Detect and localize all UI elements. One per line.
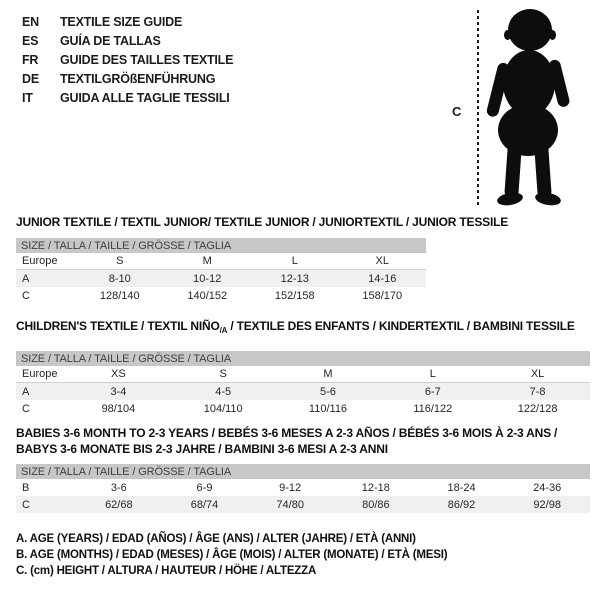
table-cell: 80/86: [362, 498, 390, 511]
table-cell: 9-12: [279, 481, 302, 494]
table-row-months: [16, 479, 590, 496]
row-label: C: [22, 402, 30, 415]
table-cell: 12-18: [361, 481, 390, 494]
row-label: C: [22, 289, 30, 302]
size-header-band: SIZE / TALLA / TAILLE / GRÖSSE / TAGLIA: [16, 351, 590, 366]
table-cell: 14-16: [368, 272, 397, 285]
table-cell: 18-24: [447, 481, 476, 494]
table-cell: 12-13: [280, 272, 309, 285]
language-row-en: [22, 12, 233, 31]
table-cell: 62/68: [105, 498, 133, 511]
footnote-a: A. AGE (YEARS) / EDAD (AÑOS) / ÂGE (ANS) / ALTER (JAHRE) / ETÀ (ANNI): [16, 533, 416, 545]
column-header: M: [323, 368, 333, 380]
children-title-text: / TEXTILE DES ENFANTS / KINDERTEXTIL / BAMBINI TESSILE: [227, 319, 575, 333]
language-code: ES: [22, 33, 39, 48]
table-cell: 6-9: [196, 481, 213, 494]
table-row-height: [16, 287, 426, 304]
size-header-band: SIZE / TALLA / TAILLE / GRÖSSE / TAGLIA: [16, 464, 590, 479]
footnote-b: B. AGE (MONTHS) / EDAD (MESES) / ÂGE (MOIS) / ALTER (MONATE) / ETÀ (MESI): [16, 549, 448, 561]
language-code: IT: [22, 90, 33, 105]
junior-table-title: JUNIOR TEXTILE / TEXTIL JUNIOR/ TEXTILE JUNIOR / JUNIORTEXTIL / JUNIOR TESSILE: [16, 215, 509, 229]
table-cell: 5-6: [320, 385, 336, 398]
table-cell: 7-8: [529, 385, 546, 398]
language-code: FR: [22, 52, 39, 67]
table-cell: 98/104: [101, 402, 136, 415]
table-cell: 110/116: [308, 402, 348, 415]
language-title: GUIDE DES TAILLES TEXTILE: [60, 52, 234, 67]
children-size-table: [16, 351, 590, 417]
table-row-age: [16, 383, 590, 400]
table-cell: 86/92: [447, 498, 476, 511]
language-title-list: [22, 12, 233, 107]
table-cell: 3-6: [110, 481, 127, 494]
babies-size-table: [16, 464, 590, 513]
babies-table-title: [16, 425, 576, 457]
language-row-it: [22, 88, 233, 107]
table-cell: 104/110: [203, 402, 243, 415]
row-label: A: [22, 272, 30, 285]
footnotes: [16, 531, 447, 579]
language-code: EN: [22, 14, 39, 29]
language-title: GUÍA DE TALLAS: [60, 33, 161, 48]
height-measure-label: C: [452, 104, 462, 119]
footnote-c: C. (cm) HEIGHT / ALTURA / HAUTEUR / HÖHE / ALTEZZA: [16, 565, 317, 577]
table-cell: 122/128: [517, 402, 558, 415]
column-header: L: [291, 255, 298, 267]
table-cell: 10-12: [193, 272, 222, 285]
column-header: XL: [530, 368, 545, 380]
column-header: S: [219, 368, 227, 380]
table-row-age: [16, 270, 426, 287]
column-header: XS: [111, 368, 126, 380]
column-header: S: [116, 255, 124, 267]
children-columns-row: [16, 366, 590, 383]
column-header-europe: Europe: [22, 255, 58, 267]
table-row-height: [16, 400, 590, 417]
table-cell: 6-7: [424, 385, 441, 398]
row-label: B: [22, 481, 30, 494]
language-row-fr: [22, 50, 233, 69]
children-table-title: [16, 319, 575, 335]
table-cell: 74/80: [276, 498, 304, 511]
table-row-height: [16, 496, 590, 513]
table-cell: 68/74: [190, 498, 219, 511]
language-code: DE: [22, 71, 39, 86]
children-title-text: CHILDREN'S TEXTILE / TEXTIL NIÑO: [16, 319, 220, 333]
row-label: A: [22, 385, 30, 398]
table-cell: 24-36: [533, 481, 562, 494]
height-measure-line: [477, 10, 479, 208]
table-cell: 140/152: [187, 289, 228, 302]
junior-columns-row: [16, 253, 426, 270]
table-cell: 152/158: [274, 289, 315, 302]
language-row-es: [22, 31, 233, 50]
language-title: GUIDA ALLE TAGLIE TESSILI: [60, 90, 230, 105]
table-cell: 3-4: [110, 385, 127, 398]
babies-title-line2: BABYS 3-6 MONATE BIS 2-3 JAHRE / BAMBINI 3-6 MESI A 2-3 ANNI: [16, 442, 388, 456]
column-header: L: [429, 368, 436, 380]
babies-title-line1: BABIES 3-6 MONTH TO 2-3 YEARS / BEBÉS 3-6 MESES A 2-3 AÑOS / BÉBÉS 3-6 MOIS À 2-3 ANS /: [16, 426, 558, 440]
table-cell: 4-5: [215, 385, 232, 398]
size-header-band: SIZE / TALLA / TAILLE / GRÖSSE / TAGLIA: [16, 238, 426, 253]
language-title: TEXTILE SIZE GUIDE: [60, 14, 183, 29]
table-cell: 92/98: [533, 498, 561, 511]
language-title: TEXTILGRÖßENFÜHRUNG: [60, 71, 216, 86]
children-title-subscript: /A: [219, 326, 228, 335]
column-header-europe: Europe: [22, 368, 58, 380]
table-cell: 116/122: [413, 402, 453, 415]
table-cell: 128/140: [99, 289, 140, 302]
table-cell: 8-10: [108, 272, 131, 285]
row-label: C: [22, 498, 30, 511]
table-cell: 158/170: [362, 289, 403, 302]
junior-size-table: [16, 238, 426, 304]
language-row-de: [22, 69, 233, 88]
baby-silhouette-icon: [486, 8, 580, 208]
column-header: M: [202, 255, 212, 267]
column-header: XL: [375, 255, 389, 267]
